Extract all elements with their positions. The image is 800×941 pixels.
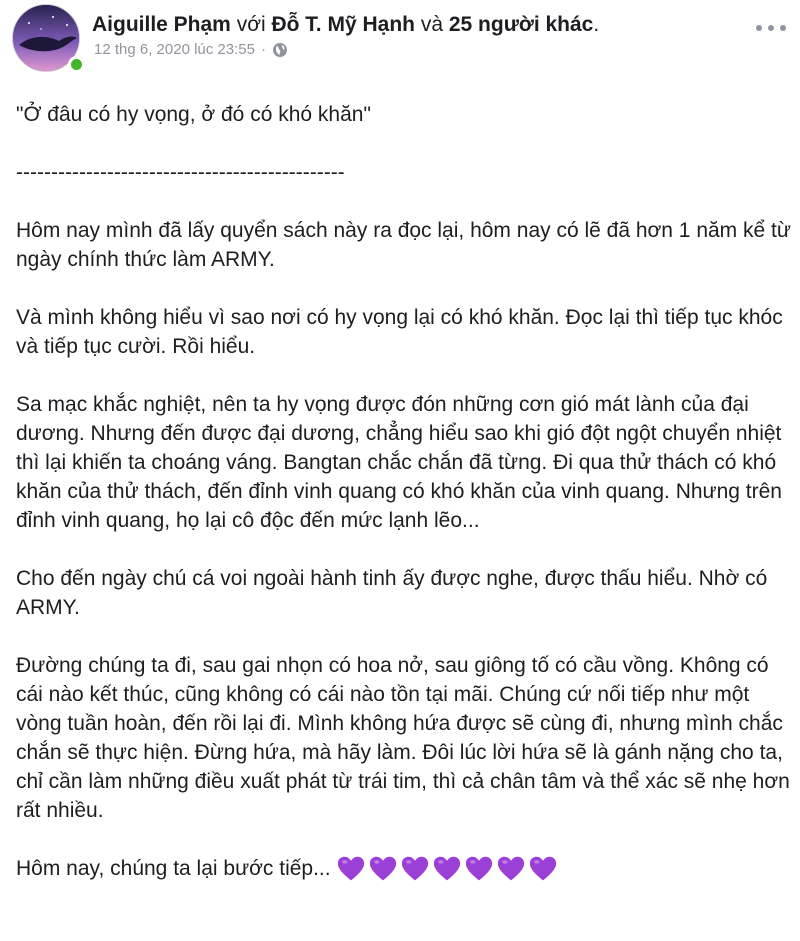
- purple-heart-icon: [497, 855, 525, 883]
- post-paragraph-6-line: [16, 854, 796, 883]
- purple-heart-icon: [465, 855, 493, 883]
- post-paragraph-5: Đường chúng ta đi, sau gai nhọn có hoa nở, sau giông tố có cầu vồng. Không có cái nào kết thúc, cũng không có cái nào tồn tại mãi. Chúng cứ nối tiếp như một vòng tuần hoàn, đến rồi lại đi. Mình không hứa được sẽ cùng đi, nhưng mình chắc chắn sẽ thực hiện. Đừng hứa, mà hãy làm. Đôi lúc lời hứa sẽ là gánh nặng cho ta, chỉ cần làm những điều xuất phát từ trái tim, thì cả chân tâm và thể xác sẽ nhẹ hơn rất nhiều.: [16, 654, 790, 822]
- post-timestamp[interactable]: 12 thg 6, 2020 lúc 23:55: [94, 41, 255, 58]
- with-text: với: [230, 13, 272, 36]
- purple-heart-icon: [337, 855, 365, 883]
- post-header: [0, 0, 800, 80]
- more-dot-1: [756, 25, 762, 31]
- post-paragraph-1: Hôm nay mình đã lấy quyển sách này ra đọc lại, hôm nay có lẽ đã hơn 1 năm kể từ ngày chính thức làm ARMY.: [16, 219, 791, 271]
- author-avatar-wrap[interactable]: [12, 4, 84, 76]
- title-period: .: [593, 13, 600, 36]
- author-name-link[interactable]: Aiguille Phạm: [92, 13, 231, 36]
- hearts-group: [337, 855, 557, 883]
- globe-icon[interactable]: [272, 42, 288, 58]
- others-link[interactable]: 25 người khác: [448, 13, 594, 36]
- text-divider: -----------------------------------------------: [16, 161, 345, 184]
- and-text: và: [414, 13, 449, 36]
- post-paragraph-4: Cho đến ngày chú cá voi ngoài hành tinh ấy được nghe, được thấu hiểu. Nhờ có ARMY.: [16, 567, 768, 619]
- post-body: [16, 100, 796, 912]
- post-meta: [94, 40, 288, 60]
- post-paragraph-6: Hôm nay, chúng ta lại bước tiếp...: [16, 857, 331, 880]
- post-paragraph-3: Sa mạc khắc nghiệt, nên ta hy vọng được đón những cơn gió mát lành của đại dương. Nhưng đến được đại dương, chẳng hiểu sao khi gió đột ngột chuyển nhiệt thì lại khiến ta choáng váng. Bangtan chắc chắn đã từng. Đi qua thử thách có khó khăn của thử thách, đến đỉnh vinh quang có khó khăn của vinh quang. Nhưng trên đỉnh vinh quang, họ lại cô độc đến mức lạnh lẽo...: [16, 393, 782, 532]
- post-title-line: [92, 11, 599, 39]
- online-status-dot: [68, 56, 85, 73]
- post-quote: "Ở đâu có hy vọng, ở đó có khó khăn": [16, 103, 371, 126]
- purple-heart-icon: [401, 855, 429, 883]
- more-options-icon[interactable]: [756, 18, 786, 38]
- more-dot-3: [780, 25, 786, 31]
- purple-heart-icon: [529, 855, 557, 883]
- tagged-user-link[interactable]: Đỗ T. Mỹ Hạnh: [271, 13, 415, 36]
- purple-heart-icon: [369, 855, 397, 883]
- post-paragraph-2: Và mình không hiểu vì sao nơi có hy vọng lại có khó khăn. Đọc lại thì tiếp tục khóc và tiếp tục cười. Rồi hiểu.: [16, 306, 783, 358]
- meta-separator: ·: [260, 41, 266, 58]
- purple-heart-icon: [433, 855, 461, 883]
- more-dot-2: [768, 25, 774, 31]
